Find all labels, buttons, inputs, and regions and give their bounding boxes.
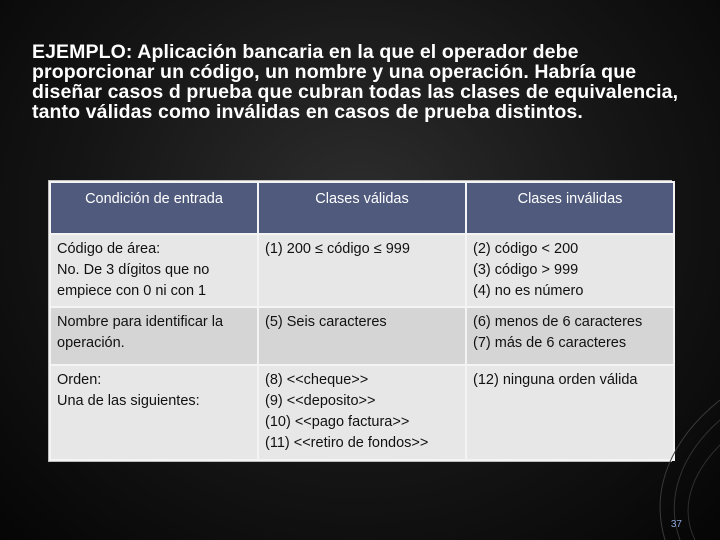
equivalence-classes-table bbox=[48, 180, 672, 462]
table-row bbox=[50, 307, 674, 365]
cell-line: (7) más de 6 caracteres bbox=[473, 335, 627, 351]
cell-line: (9) <<deposito>> bbox=[265, 393, 376, 409]
cell-line: Código de área: bbox=[57, 241, 161, 257]
cell-line: (10) <<pago factura>> bbox=[265, 414, 410, 430]
cell-line: operación. bbox=[57, 335, 125, 351]
cell-condition bbox=[50, 365, 258, 460]
cell-line: (1) 200 ≤ código ≤ 999 bbox=[265, 241, 410, 257]
cell-line: Orden: bbox=[57, 372, 102, 388]
header-invalidas: Clases inválidas bbox=[466, 182, 674, 234]
cell-condition bbox=[50, 234, 258, 307]
cell-line: (3) código > 999 bbox=[473, 262, 579, 278]
header-condicion: Condición de entrada bbox=[50, 182, 258, 234]
cell-line: (11) <<retiro de fondos>> bbox=[265, 435, 429, 451]
cell-line: (6) menos de 6 caracteres bbox=[473, 314, 643, 330]
cell-line: (12) ninguna orden válida bbox=[473, 372, 638, 388]
slide-title: EJEMPLO: Aplicación bancaria en la que el operador debe proporcionar un código, un nombre y una operación. Habría que diseñar casos d prueba que cubran todas las clases de equivalencia, tanto válidas como inválidas en casos de prueba distintos. bbox=[32, 41, 679, 123]
header-validas: Clases válidas bbox=[258, 182, 466, 234]
cell-line: No. De 3 dígitos que no bbox=[57, 262, 210, 278]
cell-valid bbox=[258, 365, 466, 460]
table-row bbox=[50, 234, 674, 307]
cell-line: Una de las siguientes: bbox=[57, 393, 200, 409]
cell-line: (5) Seis caracteres bbox=[265, 314, 387, 330]
cell-line: Nombre para identificar la bbox=[57, 314, 224, 330]
cell-valid bbox=[258, 307, 466, 365]
table-header-row bbox=[50, 182, 674, 234]
cell-invalid bbox=[466, 307, 674, 365]
cell-condition bbox=[50, 307, 258, 365]
cell-line: (2) código < 200 bbox=[473, 241, 579, 257]
cell-line: (8) <<cheque>> bbox=[265, 372, 369, 388]
cell-invalid bbox=[466, 234, 674, 307]
table-row bbox=[50, 365, 674, 460]
cell-invalid bbox=[466, 365, 674, 460]
cell-line: empiece con 0 ni con 1 bbox=[57, 283, 207, 299]
cell-line: (4) no es número bbox=[473, 283, 584, 299]
cell-valid bbox=[258, 234, 466, 307]
page-number: 37 bbox=[670, 519, 682, 530]
